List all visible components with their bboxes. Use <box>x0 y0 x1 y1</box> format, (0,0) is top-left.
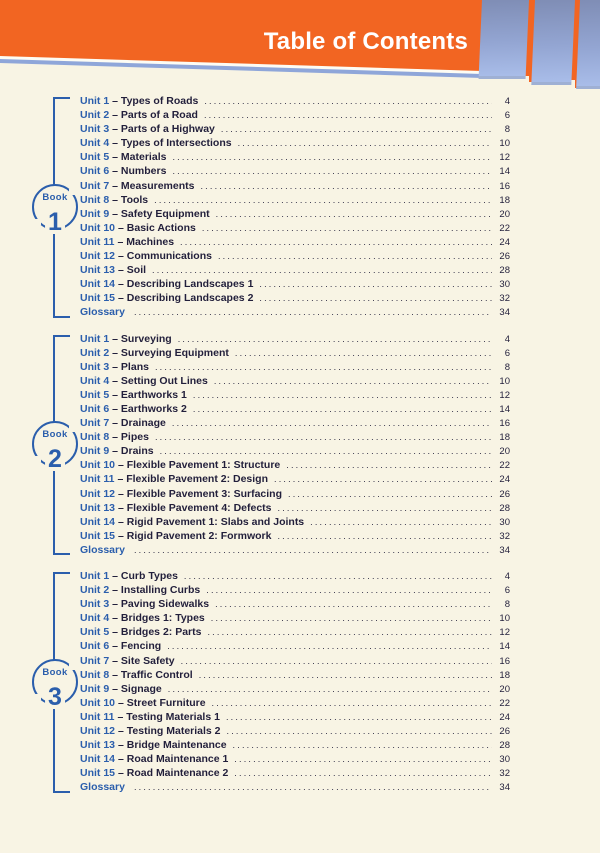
dot-leader <box>202 221 492 235</box>
toc-entry-page: 18 <box>499 194 510 206</box>
toc-entry <box>80 487 510 501</box>
dot-leader <box>215 597 492 611</box>
dot-leader <box>212 696 492 710</box>
toc-entry-title: – Rigid Pavement 1: Slabs and Joints <box>118 515 305 528</box>
toc-entry <box>80 529 510 543</box>
dot-leader <box>233 738 492 752</box>
book-badge-label: Book <box>42 429 68 441</box>
toc-entry-unit: Unit 9 <box>80 445 110 458</box>
toc-entry-unit: Unit 1 <box>80 570 110 582</box>
toc-entry-page: 4 <box>504 571 510 582</box>
toc-entry-page: 14 <box>499 641 510 653</box>
toc-entry <box>80 458 510 472</box>
toc-entry-page: 34 <box>499 544 510 556</box>
toc-entry <box>80 724 510 738</box>
toc-entry-title: – Soil <box>118 264 147 277</box>
dot-leader <box>184 569 492 583</box>
dot-leader <box>134 780 492 794</box>
toc-entry <box>80 766 510 780</box>
dot-leader <box>155 430 492 444</box>
toc-entry <box>80 416 510 430</box>
toc-entry <box>80 179 510 193</box>
toc-entry-page: 4 <box>504 96 510 107</box>
toc-entry-unit: Unit 13 <box>80 739 116 752</box>
toc-entry-page: 32 <box>499 293 510 305</box>
toc-entry-page: 10 <box>499 613 510 625</box>
dot-leader <box>172 164 492 178</box>
toc-entry-title: – Parts of a Road <box>112 109 198 122</box>
toc-entry-unit: Unit 2 <box>80 346 110 359</box>
toc-entry-title: – Road Maintenance 2 <box>118 767 229 780</box>
toc-entry-unit: Unit 1 <box>80 95 110 107</box>
toc-entry-title: – Parts of a Highway <box>112 123 215 136</box>
toc-entry-page: 22 <box>499 460 510 472</box>
toc-entry <box>80 738 510 752</box>
toc-entry <box>80 150 510 164</box>
toc-entry-page: 26 <box>499 726 510 738</box>
toc-entry-unit: Unit 4 <box>80 374 110 387</box>
toc-entry-page: 12 <box>499 152 510 164</box>
toc-entry-page: 24 <box>499 236 510 248</box>
toc-entry-list <box>80 332 510 558</box>
toc-entry <box>80 501 510 515</box>
dot-leader <box>172 150 492 164</box>
toc-entry <box>80 569 510 583</box>
toc-entry-page: 16 <box>499 180 510 192</box>
toc-entry-page: 18 <box>499 432 510 444</box>
toc-entry <box>80 543 510 557</box>
toc-entry-title: – Testing Materials 1 <box>117 710 220 723</box>
toc-entry-unit: Unit 7 <box>80 417 110 430</box>
toc-entry-unit: Unit 3 <box>80 360 110 373</box>
toc-entry <box>80 374 510 388</box>
toc-entry <box>80 752 510 766</box>
toc-entry <box>80 668 510 682</box>
toc-entry-page: 32 <box>499 530 510 542</box>
book-badge-label: Book <box>42 666 68 678</box>
dot-leader <box>178 332 492 346</box>
toc-entry-unit: Unit 2 <box>80 109 110 122</box>
toc-entry-title: – Bridge Maintenance <box>118 739 227 752</box>
toc-entry <box>80 710 510 724</box>
toc-entry-unit: Unit 14 <box>80 515 116 528</box>
toc-entry-unit: Unit 13 <box>80 501 116 514</box>
toc-entry-unit: Unit 8 <box>80 668 110 681</box>
dot-leader <box>234 766 492 780</box>
toc-entry-title: – Rigid Pavement 2: Formwork <box>118 529 272 542</box>
toc-entry-title: – Measurements <box>112 179 195 192</box>
toc-entry-title: – Fencing <box>112 640 162 653</box>
toc-entry-title: – Pipes <box>112 431 149 444</box>
toc-entry-unit: Unit 4 <box>80 612 110 625</box>
dot-leader <box>134 305 492 319</box>
toc-entry <box>80 235 510 249</box>
toc-entry-unit: Unit 5 <box>80 388 110 401</box>
toc-entry <box>80 277 510 291</box>
toc-entry-page: 20 <box>499 683 510 695</box>
toc-entry-unit: Unit 2 <box>80 584 110 597</box>
toc-entry-page: 20 <box>499 208 510 220</box>
book-badge <box>32 421 78 474</box>
toc-entry <box>80 696 510 710</box>
toc-entry-title: – Tools <box>112 193 149 206</box>
dot-leader <box>154 193 492 207</box>
dot-leader <box>207 625 492 639</box>
toc-entry-unit: Unit 15 <box>80 767 116 780</box>
dot-leader <box>278 501 492 515</box>
toc-entry-title: – Surveying Equipment <box>112 346 229 359</box>
toc-entry-title: – Site Safety <box>112 654 175 667</box>
toc-entry-title: – Earthworks 2 <box>112 402 187 415</box>
dot-leader <box>277 529 492 543</box>
toc-entry-unit: Unit 15 <box>80 529 116 542</box>
toc-entry-title: – Drainage <box>112 417 166 430</box>
dot-leader <box>155 360 492 374</box>
toc-entry <box>80 193 510 207</box>
toc-entry-unit: Unit 6 <box>80 165 110 178</box>
toc-entry <box>80 360 510 374</box>
toc-entry-unit: Unit 11 <box>80 235 115 248</box>
toc-entry-page: 14 <box>499 166 510 178</box>
toc-entry-title: – Bridges 2: Parts <box>112 626 202 639</box>
toc-entry-unit: Glossary <box>80 306 125 319</box>
dot-leader <box>238 136 492 150</box>
toc-entry-unit: Unit 14 <box>80 753 116 766</box>
toc-entry-title: – Installing Curbs <box>112 584 201 597</box>
toc-entry-page: 28 <box>499 502 510 514</box>
dot-leader <box>227 724 492 738</box>
toc-entry-title: – Describing Landscapes 1 <box>118 278 254 291</box>
toc-entry <box>80 207 510 221</box>
toc-entry-unit: Unit 12 <box>80 487 116 500</box>
toc-entry-page: 28 <box>499 265 510 277</box>
dot-leader <box>211 611 492 625</box>
dot-leader <box>172 416 492 430</box>
toc-entry-unit: Unit 4 <box>80 137 110 150</box>
toc-entry-title: – Street Furniture <box>118 696 206 709</box>
page-title: Table of Contents <box>263 28 468 55</box>
toc-entry-title: – Traffic Control <box>112 668 193 681</box>
toc-entry <box>80 332 510 346</box>
book-section <box>0 94 600 320</box>
dot-leader <box>193 402 492 416</box>
dot-leader <box>214 374 492 388</box>
toc-entry <box>80 94 510 108</box>
toc-entry-unit: Unit 12 <box>80 725 116 738</box>
toc-entry-page: 34 <box>499 307 510 319</box>
dot-leader <box>200 179 492 193</box>
dot-leader <box>221 122 492 136</box>
toc-entry-page: 10 <box>499 375 510 387</box>
toc-entry <box>80 597 510 611</box>
toc-entry <box>80 402 510 416</box>
toc-entry-title: – Drains <box>112 445 154 458</box>
toc-entry-unit: Glossary <box>80 543 125 556</box>
toc-entry-page: 8 <box>504 361 510 373</box>
book-badge-label: Book <box>42 191 68 203</box>
toc-entry <box>80 108 510 122</box>
toc-entry-page: 20 <box>499 446 510 458</box>
toc-entry <box>80 430 510 444</box>
dot-leader <box>259 277 492 291</box>
dot-leader <box>286 458 492 472</box>
dot-leader <box>259 291 492 305</box>
toc-entry-page: 22 <box>499 697 510 709</box>
toc-entry-page: 18 <box>499 669 510 681</box>
toc-entry <box>80 780 510 794</box>
toc-entry-page: 24 <box>499 711 510 723</box>
toc-entry <box>80 221 510 235</box>
toc-entry-unit: Unit 6 <box>80 640 110 653</box>
toc-entry-page: 6 <box>504 585 510 597</box>
toc-entry-title: – Flexible Pavement 4: Defects <box>118 501 272 514</box>
toc-entry-page: 14 <box>499 403 510 415</box>
toc-entry-unit: Unit 1 <box>80 332 110 345</box>
toc-entry-title: – Testing Materials 2 <box>118 725 221 738</box>
toc-entry-title: – Numbers <box>112 165 167 178</box>
toc-entry-title: – Flexible Pavement 1: Structure <box>118 459 281 472</box>
toc-entry-page: 26 <box>499 251 510 263</box>
toc-body <box>0 94 600 807</box>
book-section <box>0 569 600 795</box>
toc-entry-list <box>80 569 510 795</box>
toc-entry-unit: Unit 10 <box>80 221 116 234</box>
dot-leader <box>226 710 492 724</box>
toc-entry-unit: Unit 12 <box>80 250 116 263</box>
toc-entry-unit: Unit 8 <box>80 431 110 444</box>
book-badge-number: 3 <box>45 686 65 709</box>
toc-entry-unit: Unit 9 <box>80 207 110 220</box>
toc-entry-title: – Surveying <box>112 332 172 345</box>
dot-leader <box>216 207 492 221</box>
toc-entry <box>80 583 510 597</box>
toc-entry-page: 12 <box>499 627 510 639</box>
toc-entry <box>80 305 510 319</box>
dot-leader <box>204 108 492 122</box>
toc-entry-title: – Earthworks 1 <box>112 388 187 401</box>
toc-entry-unit: Unit 15 <box>80 292 116 305</box>
book-section <box>0 332 600 558</box>
book-badge <box>32 659 78 711</box>
toc-entry-title: – Materials <box>112 151 167 164</box>
dot-leader <box>234 752 492 766</box>
toc-entry-page: 32 <box>499 768 510 780</box>
dot-leader <box>168 682 492 696</box>
toc-entry-title: – Safety Equipment <box>112 207 210 220</box>
header-bar-decoration-1 <box>479 0 529 79</box>
toc-entry <box>80 164 510 178</box>
toc-entry <box>80 444 510 458</box>
dot-leader <box>218 249 492 263</box>
toc-entry-page: 8 <box>504 124 510 136</box>
toc-entry <box>80 122 510 136</box>
toc-entry-list <box>80 94 510 320</box>
toc-entry <box>80 263 510 277</box>
toc-entry-title: – Flexible Pavement 2: Design <box>117 473 268 486</box>
book-badge <box>32 184 78 236</box>
toc-entry-unit: Unit 10 <box>80 696 116 709</box>
toc-entry-unit: Glossary <box>80 781 125 794</box>
toc-entry <box>80 682 510 696</box>
toc-entry-title: – Bridges 1: Types <box>112 612 205 625</box>
toc-entry-page: 30 <box>499 754 510 766</box>
dot-leader <box>152 263 492 277</box>
toc-entry-title: – Curb Types <box>112 570 178 582</box>
dot-leader <box>199 668 492 682</box>
toc-entry-title: – Plans <box>112 360 149 373</box>
dot-leader <box>206 583 492 597</box>
toc-entry-unit: Unit 5 <box>80 626 110 639</box>
toc-entry-page: 4 <box>504 333 510 345</box>
toc-entry-unit: Unit 5 <box>80 151 110 164</box>
toc-entry <box>80 249 510 263</box>
toc-entry-page: 28 <box>499 740 510 752</box>
toc-entry <box>80 291 510 305</box>
dot-leader <box>180 235 492 249</box>
toc-entry-unit: Unit 10 <box>80 459 116 472</box>
toc-entry-title: – Road Maintenance 1 <box>118 753 229 766</box>
dot-leader <box>288 487 492 501</box>
toc-entry-title: – Paving Sidewalks <box>112 598 210 611</box>
header-bar-decoration-3 <box>576 0 600 89</box>
toc-entry-page: 16 <box>499 418 510 430</box>
toc-entry-unit: Unit 6 <box>80 402 110 415</box>
toc-entry-unit: Unit 13 <box>80 264 116 277</box>
dot-leader <box>274 472 492 486</box>
toc-entry-title: – Communications <box>118 250 212 263</box>
toc-entry-page: 26 <box>499 488 510 500</box>
dot-leader <box>181 654 492 668</box>
toc-entry-unit: Unit 14 <box>80 278 116 291</box>
toc-entry-page: 30 <box>499 279 510 291</box>
toc-entry-page: 24 <box>499 474 510 486</box>
toc-entry <box>80 625 510 639</box>
toc-entry <box>80 472 510 486</box>
toc-entry-title: – Signage <box>112 682 162 695</box>
toc-entry <box>80 136 510 150</box>
dot-leader <box>160 444 492 458</box>
toc-entry-unit: Unit 7 <box>80 179 110 192</box>
toc-entry-unit: Unit 9 <box>80 682 110 695</box>
dot-leader <box>193 388 492 402</box>
dot-leader <box>167 639 492 653</box>
toc-entry-title: – Types of Roads <box>112 95 199 107</box>
toc-entry-page: 8 <box>504 599 510 611</box>
dot-leader <box>204 94 492 108</box>
toc-entry-title: – Flexible Pavement 3: Surfacing <box>118 487 282 500</box>
toc-entry-unit: Unit 3 <box>80 123 110 136</box>
toc-entry <box>80 611 510 625</box>
toc-entry-title: – Describing Landscapes 2 <box>118 292 254 305</box>
toc-entry-unit: Unit 3 <box>80 598 110 611</box>
book-badge-number: 1 <box>45 211 65 234</box>
toc-entry <box>80 654 510 668</box>
toc-entry-unit: Unit 8 <box>80 193 110 206</box>
toc-entry-page: 16 <box>499 655 510 667</box>
header-bar-decoration-2 <box>531 0 575 85</box>
toc-entry <box>80 388 510 402</box>
toc-entry-page: 30 <box>499 516 510 528</box>
toc-entry-unit: Unit 11 <box>80 473 115 486</box>
toc-entry-title: – Types of Intersections <box>112 137 232 150</box>
toc-entry-unit: Unit 7 <box>80 654 110 667</box>
toc-entry <box>80 515 510 529</box>
toc-entry <box>80 639 510 653</box>
page-header <box>0 0 600 90</box>
dot-leader <box>134 543 492 557</box>
toc-entry-title: – Setting Out Lines <box>112 374 208 387</box>
dot-leader <box>310 515 492 529</box>
toc-entry-page: 10 <box>499 138 510 150</box>
dot-leader <box>235 346 492 360</box>
toc-entry-title: – Machines <box>117 235 175 248</box>
toc-entry-title: – Basic Actions <box>118 221 196 234</box>
toc-entry-page: 34 <box>499 782 510 794</box>
toc-entry-page: 6 <box>504 110 510 122</box>
toc-entry-page: 6 <box>504 347 510 359</box>
toc-entry-page: 22 <box>499 222 510 234</box>
book-badge-number: 2 <box>45 448 65 471</box>
toc-entry <box>80 346 510 360</box>
toc-entry-unit: Unit 11 <box>80 710 115 723</box>
toc-entry-page: 12 <box>499 389 510 401</box>
